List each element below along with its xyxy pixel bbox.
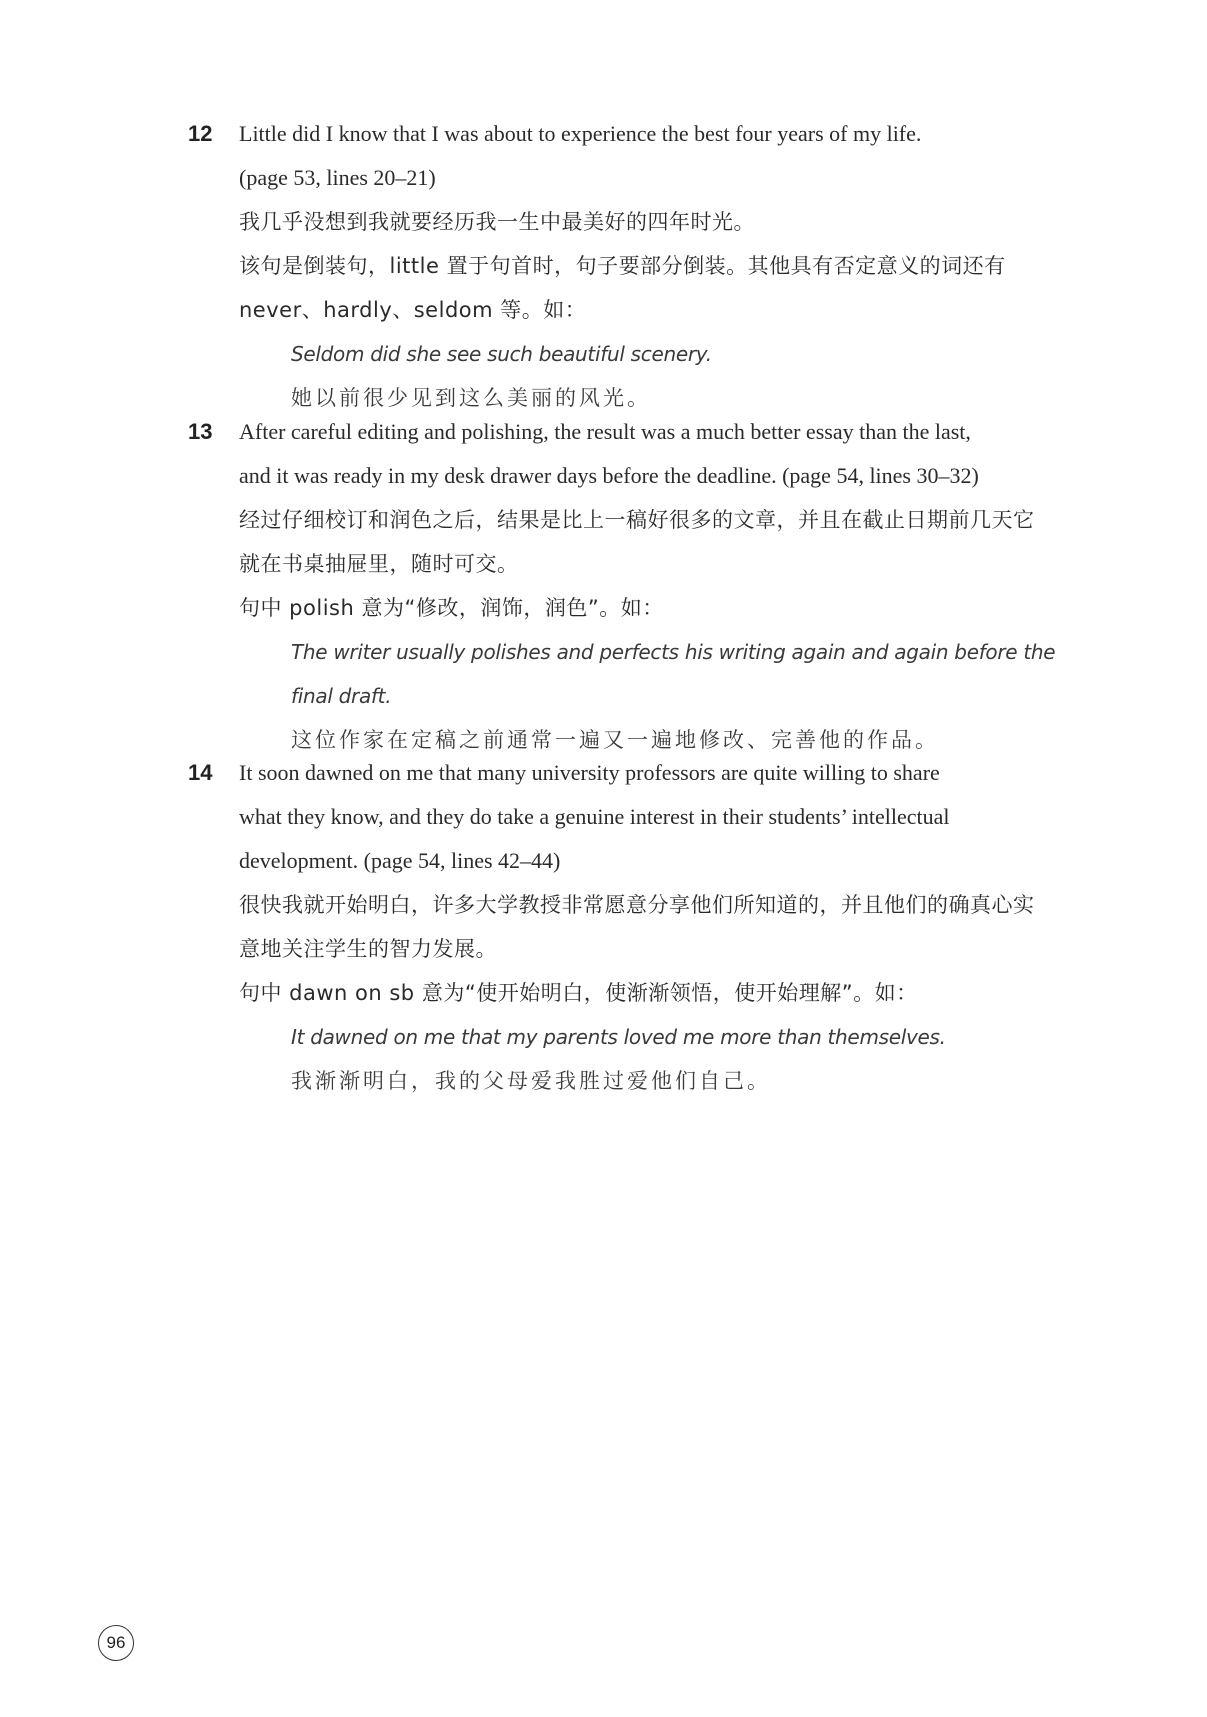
sentence-en: Little did I know that I was about to experience the best four years of my life.: [239, 121, 922, 146]
item-body: [239, 112, 1054, 420]
explanation-cn: never、hardly、seldom 等。如：: [239, 298, 587, 322]
translation-cn: 就在书桌抽屉里，随时可交。: [239, 552, 519, 576]
translation-cn: 很快我就开始明白，许多大学教授非常愿意分享他们所知道的，并且他们的确真心实: [239, 893, 1035, 917]
example-cn: 这位作家在定稿之前通常一遍又一遍地修改、完善他的作品。: [291, 728, 939, 752]
item-number: 13: [188, 419, 213, 444]
sentence-source: development. (page 54, lines 42–44): [239, 848, 561, 873]
sentence-en: what they know, and they do take a genuine interest in their students’ intellectual: [239, 804, 950, 829]
translation-cn: 意地关注学生的智力发展。: [239, 937, 497, 961]
example-en: final draft.: [291, 684, 392, 708]
translation-cn: 我几乎没想到我就要经历我一生中最美好的四年时光。: [239, 210, 755, 234]
sentence-en: and it was ready in my desk drawer days before the deadline. (page 54, lines 30–32): [239, 463, 979, 488]
example-en: The writer usually polishes and perfects his writing again and again before the: [291, 640, 1056, 664]
explanation-cn: 句中 polish 意为“修改，润饰，润色”。如：: [239, 596, 664, 620]
explanation-cn: 该句是倒装句，little 置于句首时，句子要部分倒装。其他具有否定意义的词还有: [239, 254, 1006, 278]
page-number: 96: [98, 1625, 134, 1661]
example-cn: 她以前很少见到这么美丽的风光。: [291, 386, 651, 410]
sentence-en: It soon dawned on me that many university professors are quite willing to share: [239, 760, 940, 785]
translation-cn: 经过仔细校订和润色之后，结果是比上一稿好很多的文章，并且在截止日期前几天它: [239, 508, 1035, 532]
example-cn: 我渐渐明白，我的父母爱我胜过爱他们自己。: [291, 1069, 771, 1093]
sentence-en: After careful editing and polishing, the result was a much better essay than the last,: [239, 419, 971, 444]
item-body: [239, 410, 1054, 762]
sentence-source: (page 53, lines 20–21): [239, 165, 436, 190]
example-en: It dawned on me that my parents loved me more than themselves.: [291, 1025, 946, 1049]
item-number: 14: [188, 760, 213, 785]
example-en: Seldom did she see such beautiful scenery.: [291, 342, 712, 366]
item-number: 12: [188, 121, 213, 146]
explanation-cn: 句中 dawn on sb 意为“使开始明白，使渐渐领悟，使开始理解”。如：: [239, 981, 918, 1005]
item-body: [239, 751, 1054, 1103]
